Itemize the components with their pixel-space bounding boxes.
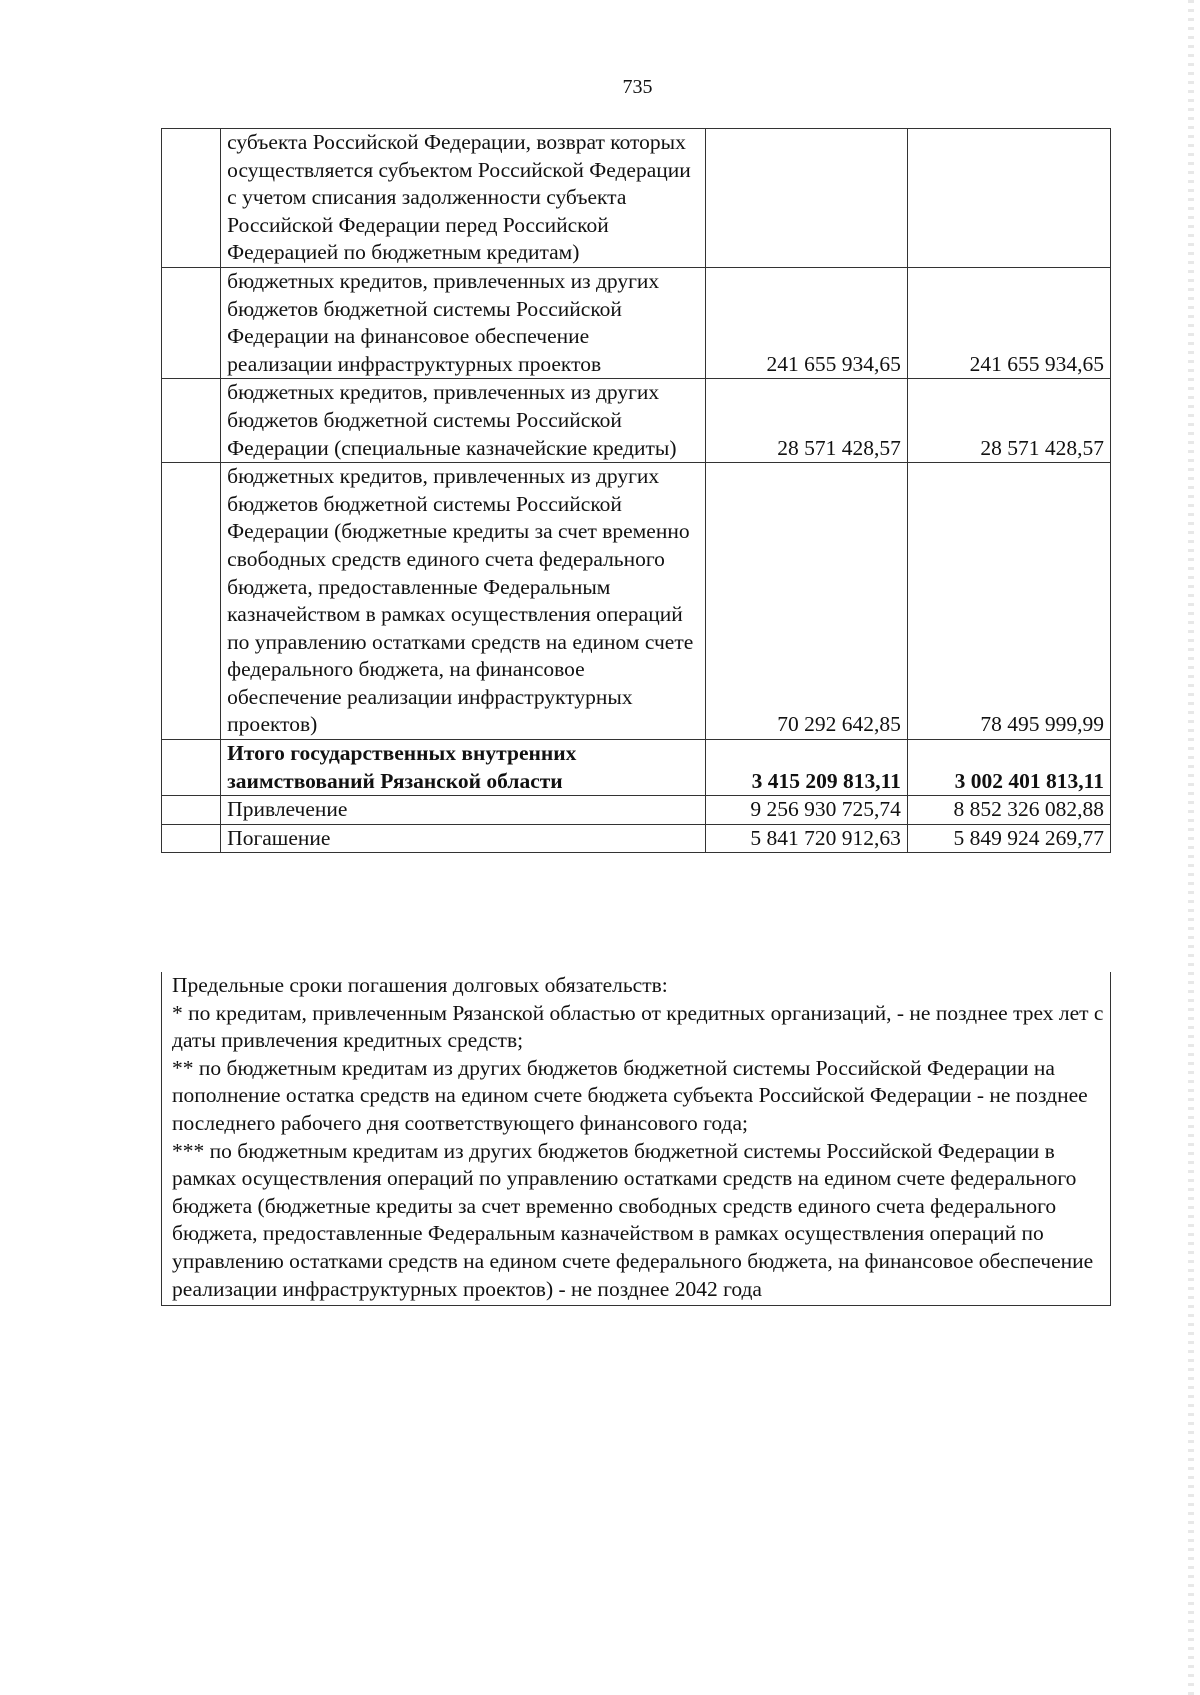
footnote-item: *** по бюджетным кредитам из других бюджетов бюджетной системы Российской Федерации в рамках осуществления операций по управлению остатками средств на едином счете федерального бюджета (бюджетные кредиты за счет временно свободных средств единого счета федерального бюджета, предоставленные Федеральным казначейством в рамках осуществления операций по управлению остатками средств на едином счете федерального бюджета, на финансовое обеспечение реализации инфраструктурных проектов) - не позднее 2042 года — [172, 1138, 1094, 1301]
row-value-2-cell: 8 852 326 082,88 — [907, 796, 1110, 825]
footnote-item: * по кредитам, привлеченным Рязанской областью от кредитных организаций, - не позднее трех лет с даты привлечения кредитных средств; — [172, 1000, 1104, 1053]
footnote-item: ** по бюджетным кредитам из других бюджетов бюджетной системы Российской Федерации на пополнение остатка средств на едином счете бюджета субъекта Российской Федерации - не позднее последнего рабочего дня соответствующего финансового года; — [172, 1055, 1088, 1135]
scan-edge-artifact — [1188, 0, 1194, 1695]
row-number-cell — [162, 379, 221, 463]
page-number: 735 — [622, 76, 653, 98]
row-number-cell — [162, 796, 221, 825]
row-number-cell — [162, 824, 221, 853]
row-value-2-cell: 28 571 428,57 — [907, 379, 1110, 463]
row-value-1-cell — [705, 129, 907, 268]
row-value-2-cell: 3 002 401 813,11 — [907, 740, 1110, 796]
row-name-cell: бюджетных кредитов, привлеченных из других бюджетов бюджетной системы Российской Федерации (специальные казначейские кредиты) — [221, 379, 706, 463]
table-row — [162, 796, 1111, 825]
footnotes-intro: Предельные сроки погашения долговых обязательств: — [172, 973, 668, 997]
row-value-2-cell: 241 655 934,65 — [907, 267, 1110, 378]
row-value-1-cell: 3 415 209 813,11 — [705, 740, 907, 796]
footnotes-block — [161, 972, 1111, 1306]
table-row — [162, 463, 1111, 740]
row-name-cell: бюджетных кредитов, привлеченных из других бюджетов бюджетной системы Российской Федерации на финансовое обеспечение реализации инфраструктурных проектов — [221, 267, 706, 378]
row-name-cell: субъекта Российской Федерации, возврат которых осуществляется субъектом Российской Федерации с учетом списания задолженности субъекта Российской Федерации перед Российской Федерацией по бюджетным кредитам) — [221, 129, 706, 268]
row-name-cell: Итого государственных внутренних заимствований Рязанской области — [221, 740, 706, 796]
row-value-1-cell: 5 841 720 912,63 — [705, 824, 907, 853]
row-name-cell: Привлечение — [221, 796, 706, 825]
table-row — [162, 267, 1111, 378]
borrowings-table — [161, 128, 1111, 853]
row-number-cell — [162, 463, 221, 740]
row-number-cell — [162, 267, 221, 378]
table-row — [162, 129, 1111, 268]
table-row — [162, 379, 1111, 463]
row-value-2-cell: 78 495 999,99 — [907, 463, 1110, 740]
row-value-1-cell: 70 292 642,85 — [705, 463, 907, 740]
row-number-cell — [162, 740, 221, 796]
row-name-cell: бюджетных кредитов, привлеченных из других бюджетов бюджетной системы Российской Федерации (бюджетные кредиты за счет временно свободных средств единого счета федерального бюджета, предоставленные Федеральным казначейством в рамках осуществления операций по управлению остатками средств на едином счете федерального бюджета, на финансовое обеспечение реализации инфраструктурных проектов) — [221, 463, 706, 740]
row-value-2-cell — [907, 129, 1110, 268]
row-name-cell: Погашение — [221, 824, 706, 853]
row-value-2-cell: 5 849 924 269,77 — [907, 824, 1110, 853]
row-value-1-cell: 9 256 930 725,74 — [705, 796, 907, 825]
table-row-total — [162, 740, 1111, 796]
row-value-1-cell: 28 571 428,57 — [705, 379, 907, 463]
row-number-cell — [162, 129, 221, 268]
row-value-1-cell: 241 655 934,65 — [705, 267, 907, 378]
table-row — [162, 824, 1111, 853]
